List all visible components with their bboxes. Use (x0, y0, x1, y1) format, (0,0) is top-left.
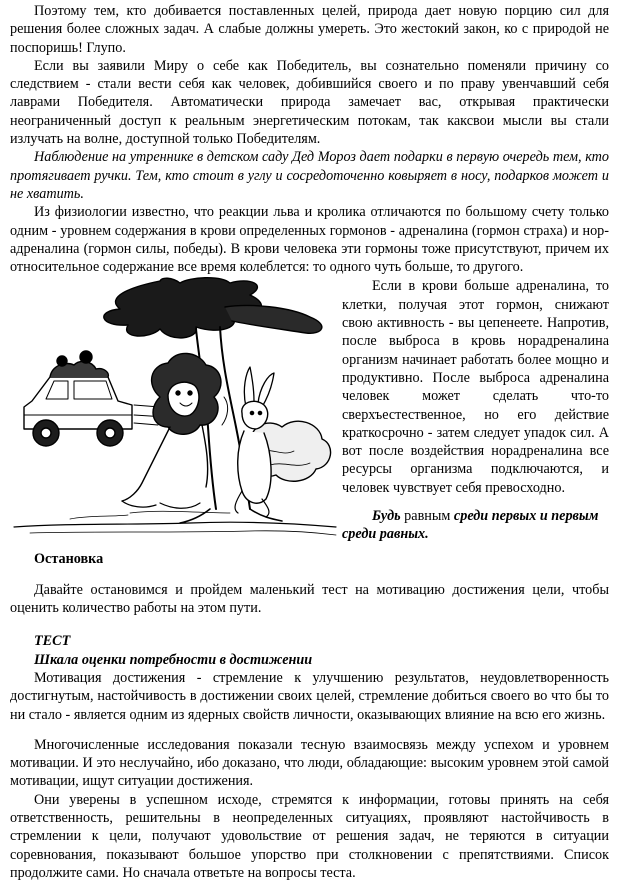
spacer (10, 617, 609, 632)
paragraph-1: Поэтому тем, кто добивается поставленных целей, природа дает новую порцию сил для решения более сложных задач. А слабые должны умереть. Это жестокий закон, ко с природой не поспоришь! Глупо. (10, 3, 609, 56)
test-paragraph-2: Многочисленные исследования показали тесную взаимосвязь между успехом и уровнем мотивации. И это неслучайно, ибо доказано, что люди, обладающие: высоким уровнем этой самой мотивации, ищут ситуации достижения. (10, 736, 609, 790)
paragraph-5: Если в крови больше адреналина, то клетки, получая этот гормон, снижают свою активность - вы цепенеете. Напротив, после выброса в кровь норадреналина организм начинает работать более мощно и продуктивно. После выброса адреналина человек может сделать что-то сверхъестественное, но его действие краткосрочно - затем следует упадок сил. А вот после воздействия норадреналина все ресурсы организма подключаются, и человек чувствует себя превосходно. (342, 278, 609, 496)
tagline-part-2: равным (400, 508, 454, 525)
side-column (342, 277, 609, 543)
stop-text: Давайте остановимся и пройдем маленький тест на мотивацию достижения цели, чтобы оценить количество работы на этом пути. (10, 581, 609, 617)
paragraph-2: Если вы заявили Миру о себе как Победитель, вы сознательно поменяли причину со следствием - стали вести себя как человек, добившийся своего и по праву увенчавший себя лаврами Победителя. Автоматически природа замечает вас, открывая практически неограниченный доступ к реальным энергетическим потокам, так каксвои мысли вы стали излучать на волне, доступной только Победителям. (10, 57, 609, 148)
tagline-part-3: среди первых и первым среди равных. (342, 508, 599, 543)
paragraph-3-italic: Наблюдение на утреннике в детском саду Дед Мороз дает подарки в первую очередь тем, кто протягивает ручки. Тем, кто стоит в углу и сосредоточенно ковыряет в носу, подарков может и не хватить. (10, 149, 609, 202)
test-paragraph-1: Мотивация достижения - стремление к улучшению результатов, неудовлетворенность достигнутым, настойчивость в достижении своих целей, стремление добиться своего во что бы то ни стало - является одним из ядерных свойств личности, оказывающих влияние на всю его жизнь. (10, 669, 609, 723)
figure-with-text (10, 277, 609, 549)
paragraph-4: Из физиологии известно, что реакции льва и кролика отличаются по большому счету только одним - уровнем содержания в крови определенных гормонов - адреналина (гормон страха) и нор-адреналина (гормон силы, победы). В крови человека эти гормоны тоже присутствуют, причем их относительное содержание все время колеблется: то одного чуть больше, то другого. (10, 204, 609, 276)
lion-rabbit-cartoon-illustration (10, 277, 340, 539)
tagline-part-1: Будь (372, 508, 401, 525)
stop-heading: Остановка (34, 551, 104, 568)
test-paragraph-3: Они уверены в успешном исходе, стремятся к информации, готовы принять на себя ответственность, решительны в неопределенных ситуациях, проявляют настойчивость в стремлении к цели, получают удовольствие от решения задач, не теряются в ситуации соревнования, показывают большое упорство при столкновении с препятствиями. Список продолжите сами. Но сначала ответьте на вопросы теста. (10, 791, 609, 881)
test-title: ТЕСТ (34, 633, 71, 650)
tagline (342, 507, 609, 544)
test-subtitle: Шкала оценки потребности в достижении (34, 651, 313, 668)
spacer (10, 569, 609, 581)
spacer (10, 724, 609, 736)
